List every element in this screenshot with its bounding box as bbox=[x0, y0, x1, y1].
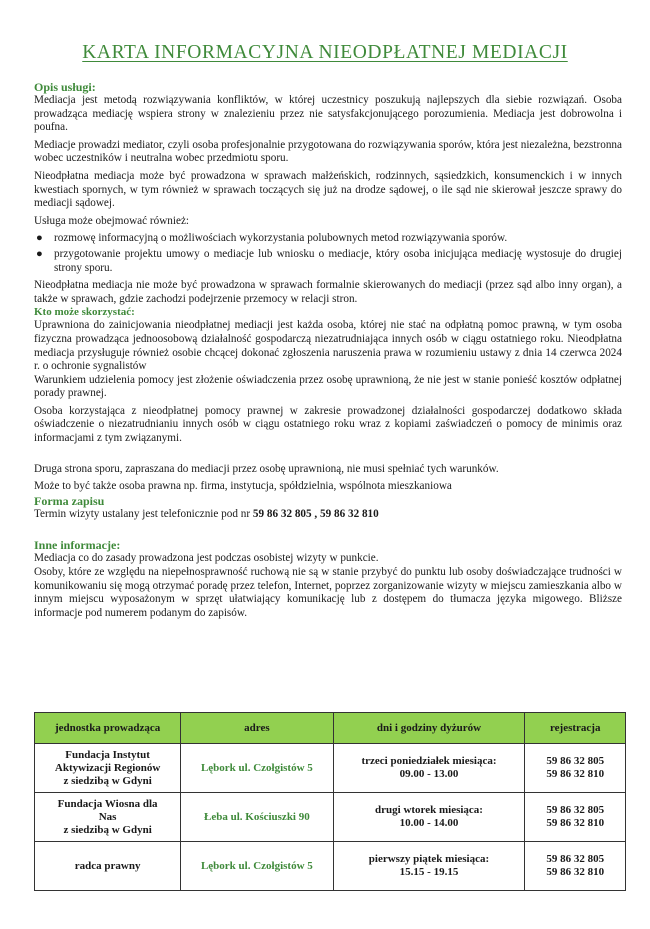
cell-line: 15.15 - 19.15 bbox=[399, 866, 459, 878]
kto-paragraph: Uprawniona do zainicjowania nieodpłatnej mediacji jest każda osoba, której nie stać na odpłatną pomoc prawną, w tym osoba fizyczna prowadząca jednoosobową działalność gospodarczą niezatrudniająca innych osób w ciągu ostatniego roku. Nieodpłatna mediacja przysługuje również osobie chcącej dokonać zgłoszenia naruszenia prawa w rozumieniu ustawy z dnia 14 czerwca 2024 r. o ochronie sygnalistów bbox=[34, 319, 622, 373]
cell-address: Lębork ul. Czołgistów 5 bbox=[181, 744, 333, 793]
cell-line: drugi wtorek miesiąca: bbox=[375, 804, 483, 816]
cell-unit bbox=[35, 793, 181, 842]
column-header-address: adres bbox=[181, 713, 333, 744]
section-heading-opis: Opis usługi: bbox=[34, 80, 96, 94]
cell-hours bbox=[333, 793, 525, 842]
opis-paragraph: Mediacja jest metodą rozwiązywania konfliktów, w której uczestnicy poszukują najlepszych dla siebie rozwiązań. Osoba prowadząca mediację wspiera strony w znalezieniu przez nie satysfakcjonującego porozumienia. Mediacja jest dobrowolna i poufna. bbox=[34, 94, 622, 134]
cell-line: z siedzibą w Gdyni bbox=[63, 823, 152, 836]
inne-paragraph: Osoby, które ze względu na niepełnosprawność ruchową nie są w stanie przybyć do punktu lub osoby doświadczające trudności w komunikowaniu się mogą otrzymać poradę przez telefon, Internet, poprzez zorganizowanie wizyty w miejscu zamieszkania albo w innym miejscu wyposażonym w sprzęt ułatwiający komunikację lub z dostępem do tłumacza języka migowego. Bliższe informacje pod numerem podanym do zapisów. bbox=[34, 566, 622, 619]
document-body bbox=[34, 80, 622, 624]
inne-paragraph: Mediacja co do zasady prowadzona jest podczas osobistej wizyty w punkcie. bbox=[34, 552, 379, 565]
kto-paragraph: Warunkiem udzielenia pomocy jest złożenie oświadczenia przez osobę uprawnioną, że nie jest w stanie ponieść kosztów odpłatnej porady prawnej. bbox=[34, 373, 622, 400]
spacer bbox=[34, 525, 622, 538]
cell-address: Lębork ul. Czołgistów 5 bbox=[181, 842, 333, 891]
table-row bbox=[35, 842, 626, 891]
cell-line: Aktywizacji Regionów bbox=[54, 761, 161, 774]
forma-text: Termin wizyty ustalany jest telefonicznie pod nr bbox=[34, 507, 253, 520]
section-heading-inne: Inne informacje: bbox=[34, 538, 121, 553]
cell-line: pierwszy piątek miesiąca: bbox=[368, 853, 490, 865]
cell-unit bbox=[35, 842, 181, 891]
table-row bbox=[35, 744, 626, 793]
list-item-text: rozmowę informacyjną o możliwościach wykorzystania polubownych metod rozwiązywania sporów. bbox=[54, 232, 508, 245]
cell-line: Fundacja Wiosna dla bbox=[57, 797, 158, 810]
schedule-table bbox=[34, 712, 626, 891]
cell-line: 59 86 32 810 bbox=[546, 866, 605, 878]
spacer bbox=[34, 450, 622, 463]
cell-registration bbox=[525, 793, 626, 842]
list-item-text: przygotowanie projektu umowy o mediacje lub wniosku o mediacje, który osoba inicjująca mediację wystosuje do drugiej strony sporu. bbox=[54, 247, 622, 274]
kto-paragraph: Osoba korzystająca z nieodpłatnej pomocy prawnej w zakresie prowadzonej działalności gospodarczej dodatkowo składa oświadczenie o niezatrudnianiu innych osób w ciągu ostatniego roku wraz z kopiami zaświadczeń o pomocy de minimis oraz informacjami z tym związanymi. bbox=[34, 404, 622, 445]
column-header-unit: jednostka prowadząca bbox=[35, 713, 181, 744]
cell-line: 59 86 32 805 bbox=[546, 804, 605, 816]
column-header-hours: dni i godziny dyżurów bbox=[333, 713, 525, 744]
cell-line: Nas bbox=[98, 810, 117, 823]
cell-line: 10.00 - 14.00 bbox=[399, 817, 459, 829]
bullet-icon: ● bbox=[36, 247, 43, 260]
table-row bbox=[35, 793, 626, 842]
cell-line: trzeci poniedziałek miesiąca: bbox=[361, 755, 497, 767]
forma-phone-numbers: 59 86 32 805 , 59 86 32 810 bbox=[252, 507, 379, 520]
document-title: KARTA INFORMACYJNA NIEODPŁATNEJ MEDIACJI bbox=[82, 42, 568, 63]
table-header-row bbox=[35, 713, 626, 744]
column-header-registration: rejestracja bbox=[525, 713, 626, 744]
cell-hours bbox=[333, 842, 525, 891]
bullet-icon: ● bbox=[36, 232, 43, 245]
cell-line: 09.00 - 13.00 bbox=[399, 768, 459, 780]
forma-paragraph bbox=[34, 508, 622, 522]
opis-bullet-list bbox=[34, 232, 622, 275]
cell-hours bbox=[333, 744, 525, 793]
cell-line: z siedzibą w Gdyni bbox=[63, 774, 152, 787]
section-heading-kto: Kto może skorzystać: bbox=[34, 306, 135, 319]
opis-paragraph: Usługa może obejmować również: bbox=[34, 214, 190, 227]
opis-paragraph: Nieodpłatna mediacja nie może być prowadzona w sprawach formalnie skierowanych do mediacji (przez sąd albo inny organ), a także w sprawach, gdzie zachodzi podejrzenie przemocy w relacji stron. bbox=[34, 279, 622, 305]
list-item bbox=[34, 248, 622, 275]
cell-line: 59 86 32 810 bbox=[546, 817, 605, 829]
cell-address: Łeba ul. Kościuszki 90 bbox=[181, 793, 333, 842]
cell-line: 59 86 32 810 bbox=[546, 768, 605, 780]
list-item bbox=[34, 232, 622, 246]
kto-paragraph: Druga strona sporu, zapraszana do mediacji przez osobę uprawnioną, nie musi spełniać tych warunków. bbox=[34, 462, 499, 475]
cell-registration bbox=[525, 744, 626, 793]
kto-paragraph: Może to być także osoba prawna np. firma, instytucja, spółdzielnia, wspólnota mieszkaniowa bbox=[34, 480, 452, 493]
cell-line: 59 86 32 805 bbox=[546, 755, 605, 767]
opis-paragraph: Nieodpłatna mediacja może być prowadzona w sprawach małżeńskich, rodzinnych, sąsiedzkich, konsumenckich i w innych kwestiach spornych, w tym również w sprawach toczących się już na drodze sądowej, o ile sąd nie skierował jeszcze sprawy do mediacji sądowej. bbox=[34, 169, 622, 210]
cell-line: Fundacja Instytut bbox=[65, 748, 150, 761]
cell-registration bbox=[525, 842, 626, 891]
cell-line: 59 86 32 805 bbox=[546, 853, 605, 865]
opis-paragraph: Mediacje prowadzi mediator, czyli osoba profesjonalnie przygotowana do rozwiązywania sporów, która jest niezależna, bezstronna wobec uczestników i neutralna wobec przedmiotu sporu. bbox=[34, 138, 622, 165]
cell-line: radca prawny bbox=[74, 859, 141, 872]
section-heading-forma: Forma zapisu bbox=[34, 493, 105, 508]
cell-unit bbox=[35, 744, 181, 793]
